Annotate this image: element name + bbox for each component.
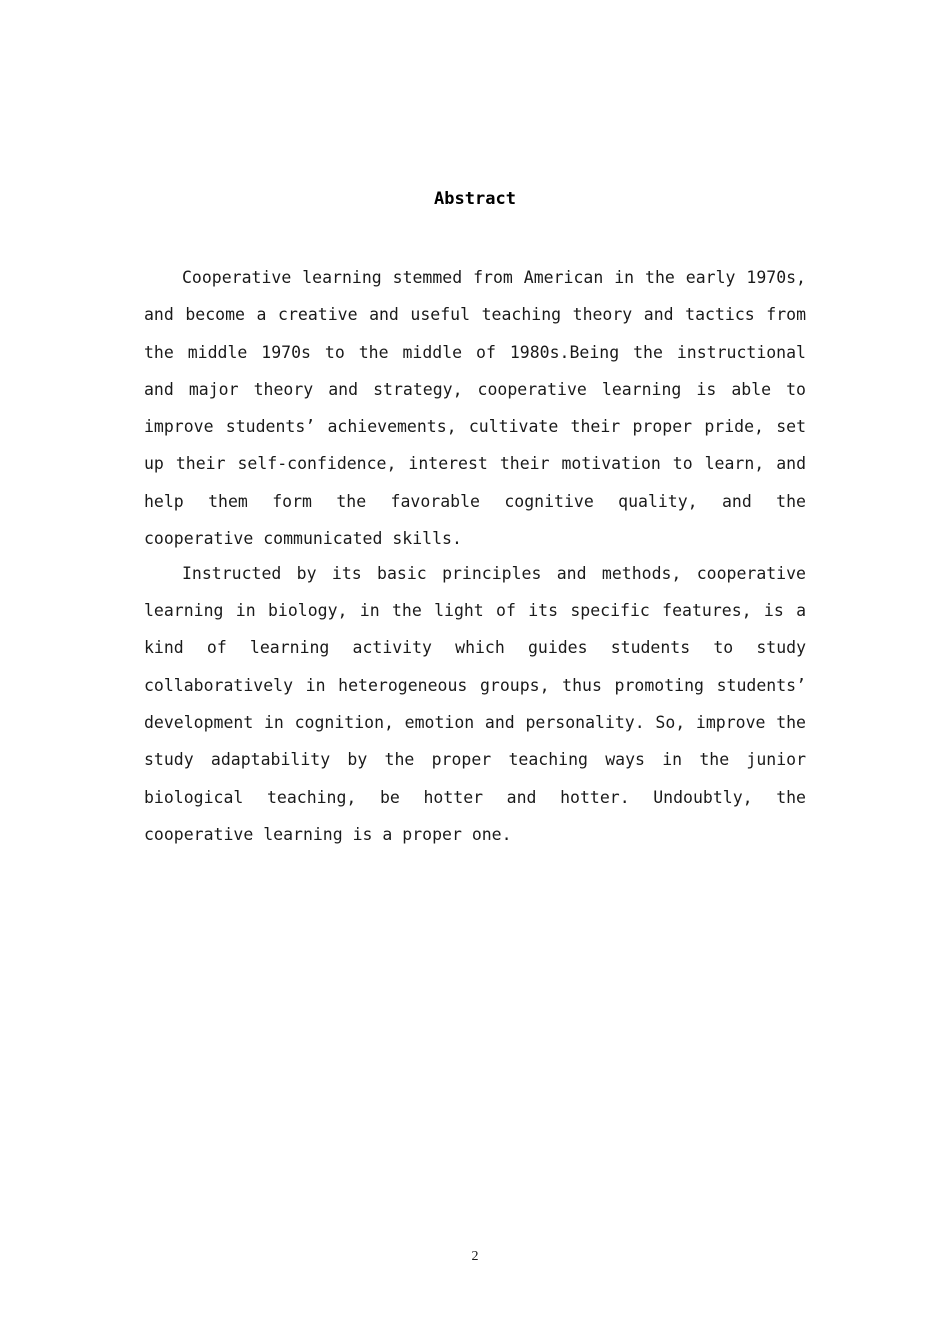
abstract-paragraph-2: Instructed by its basic principles and methods, cooperative learning in biology, in the light of its specific features, is a kind of learning activity which guides students to study collaboratively in heterogeneous groups, thus promoting students’ development in cognition, emotion and personality. So, improve the study adaptability by the proper teaching ways in the junior biological teaching, be hotter and hotter. Undoubtly, the cooperative learning is a proper one. xyxy=(144,563,806,844)
abstract-title: Abstract xyxy=(434,189,516,209)
page-number: 2 xyxy=(471,1249,479,1264)
abstract-paragraph-1: Cooperative learning stemmed from American in the early 1970s, and become a creative and useful teaching theory and tactics from the middle 1970s to the middle of 1980s.Being the instructional and major theory and strategy, cooperative learning is able to improve students’ achievements, cultivate their proper pride, set up their self-confidence, interest their motivation to learn, and help them form the favorable cognitive quality, and the cooperative communicated skills. xyxy=(144,268,806,549)
abstract-body xyxy=(144,259,806,853)
